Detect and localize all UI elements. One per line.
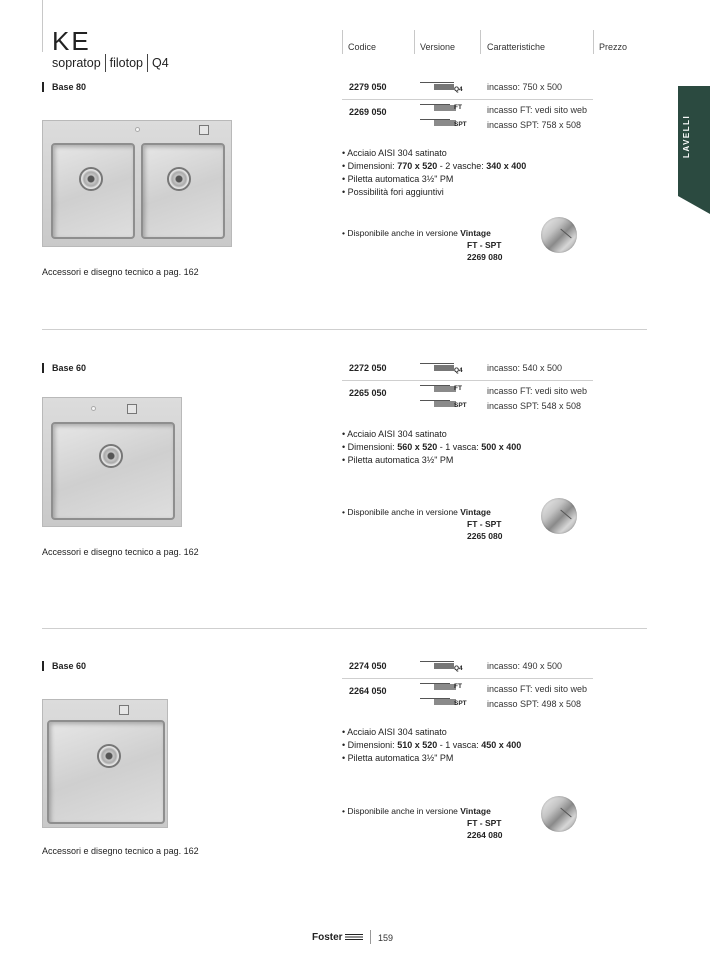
section-3-char-ft: incasso FT: vedi sito web [487,684,588,694]
col-rule-codice [342,30,343,54]
subtitle-sopratop: sopratop [52,56,101,70]
spt-version-icon [420,119,456,127]
q4-version-icon [420,661,456,669]
vintage-finish-swatch [541,217,577,253]
feature-extra-holes: • Possibilità fori aggiuntivi [342,186,526,199]
section-1-char-spt: incasso SPT: 758 x 508 [487,120,582,130]
section-3-features [342,726,521,765]
ft-version-icon [420,683,456,691]
section-3-version-spt: SPT [454,700,467,707]
section-2-code-q4: 2272 050 [349,363,387,373]
sink-image-base-80 [42,120,232,247]
col-header-prezzo: Prezzo [599,42,628,52]
col-rule-caratteristiche [480,30,481,54]
q4-version-icon [420,82,456,90]
section-2-row-divider [342,380,593,381]
col-header-codice: Codice [348,42,377,52]
section-3-version-ft: FT [454,683,462,690]
feature-dimensions: • Dimensioni: 770 x 520 - 2 vasche: 340 x 400 [342,160,526,173]
section-2-features [342,428,521,467]
basin-single [51,422,175,520]
ft-version-icon [420,104,456,112]
col-header-caratteristiche: Caratteristiche [487,42,546,52]
feature-drain: • Piletta automatica 3½" PM [342,173,526,186]
sink-image-base-60 [42,397,182,527]
section-1-features [342,147,526,199]
basin-left [51,143,135,239]
section-1-char-q4: incasso: 750 x 500 [487,82,563,92]
feature-material: • Acciaio AISI 304 satinato [342,428,521,441]
section-3-char-q4: incasso: 490 x 500 [487,661,563,671]
drain [99,444,123,468]
section-2-version-ft: FT [454,385,462,392]
subtitle-filotop: filotop [109,56,144,70]
section-1-version-spt: SPT [454,121,467,128]
section-2-code-ft-spt: 2265 050 [349,388,387,398]
header-left-rule [42,0,43,52]
feature-drain: • Piletta automatica 3½" PM [342,454,521,467]
side-tab-lavelli[interactable] [678,86,710,196]
sink-image-base-60-compact [42,699,168,828]
foster-logo: Foster [312,932,363,943]
ft-version-icon [420,385,456,393]
section-3-version-q4: Q4 [454,665,463,672]
section-2-vintage-note: • Disponibile anche in versione Vintage [342,507,491,517]
spt-version-icon [420,698,456,706]
tap-hole [91,406,96,411]
subtitle-q4: Q4 [152,56,169,70]
section-1-base-label: Base 80 [42,82,86,92]
section-1-version-q4: Q4 [454,86,463,93]
overflow-plate [127,404,137,414]
section-1-accessori: Accessori e disegno tecnico a pag. 162 [42,267,199,277]
basin-single [47,720,165,824]
section-3-base-label: Base 60 [42,661,86,671]
section-3-vintage-note: • Disponibile anche in versione Vintage [342,806,491,816]
section-1-vintage-code: FT - SPT 2269 080 [467,240,503,262]
section-1-code-ft-spt: 2269 050 [349,107,387,117]
section-2-char-ft: incasso FT: vedi sito web [487,386,588,396]
page-subtitle [52,54,169,72]
spt-version-icon [420,400,456,408]
feature-dimensions: • Dimensioni: 510 x 520 - 1 vasca: 450 x 400 [342,739,521,752]
section-2-version-q4: Q4 [454,367,463,374]
overflow-plate [119,705,129,715]
basin-right [141,143,225,239]
section-3-code-q4: 2274 050 [349,661,387,671]
section-3-code-ft-spt: 2264 050 [349,686,387,696]
q4-version-icon [420,363,456,371]
section-divider-1 [42,329,647,330]
drain-left [79,167,103,191]
footer-separator [370,930,371,944]
section-2-char-q4: incasso: 540 x 500 [487,363,563,373]
section-3-row-divider [342,678,593,679]
page-number: 159 [378,933,394,943]
section-1-code-q4: 2279 050 [349,82,387,92]
feature-material: • Acciaio AISI 304 satinato [342,726,521,739]
section-2-base-label: Base 60 [42,363,86,373]
drain-right [167,167,191,191]
section-2-vintage-code: FT - SPT 2265 080 [467,519,503,541]
tap-hole [135,127,140,132]
section-3-accessori: Accessori e disegno tecnico a pag. 162 [42,846,199,856]
section-1-row-divider [342,99,593,100]
col-rule-prezzo [593,30,594,54]
section-3-vintage-code: FT - SPT 2264 080 [467,818,503,840]
section-1-vintage-note: • Disponibile anche in versione Vintage [342,228,491,238]
section-1-char-ft: incasso FT: vedi sito web [487,105,588,115]
page-title: KE [52,26,91,56]
section-divider-2 [42,628,647,629]
drain [97,744,121,768]
side-tab-label: LAVELLI [682,114,691,158]
col-header-versione: Versione [420,42,456,52]
feature-dimensions: • Dimensioni: 560 x 520 - 1 vasca: 500 x 400 [342,441,521,454]
feature-drain: • Piletta automatica 3½" PM [342,752,521,765]
section-2-accessori: Accessori e disegno tecnico a pag. 162 [42,547,199,557]
section-1-version-ft: FT [454,104,462,111]
col-rule-versione [414,30,415,54]
overflow-plate [199,125,209,135]
section-3-char-spt: incasso SPT: 498 x 508 [487,699,582,709]
section-2-version-spt: SPT [454,402,467,409]
vintage-finish-swatch [541,796,577,832]
section-2-char-spt: incasso SPT: 548 x 508 [487,401,582,411]
feature-material: • Acciaio AISI 304 satinato [342,147,526,160]
vintage-finish-swatch [541,498,577,534]
